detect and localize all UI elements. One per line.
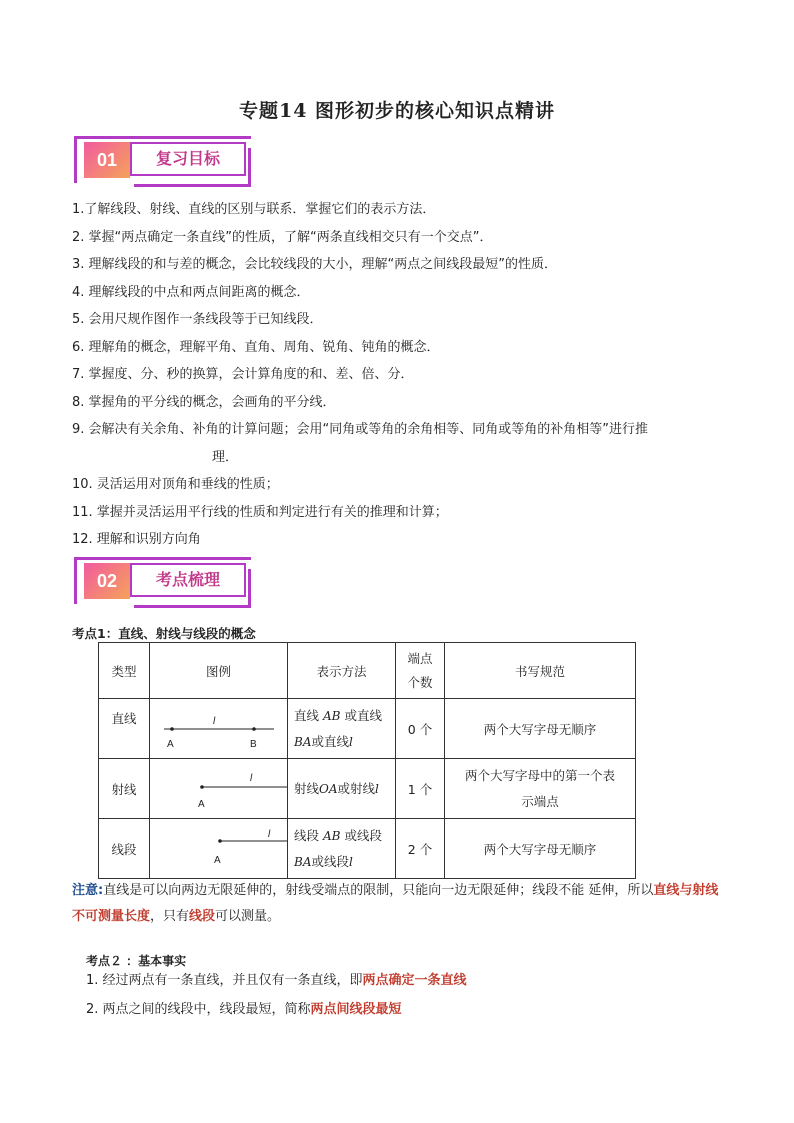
fact-item bbox=[86, 970, 467, 999]
label-a: A bbox=[167, 739, 174, 750]
cell-type: 直线 bbox=[99, 699, 150, 759]
cell-count: 1 个 bbox=[396, 759, 445, 819]
notation-letters: AB bbox=[322, 708, 341, 723]
cell-type: 线段 bbox=[99, 819, 150, 879]
note-highlight: 直线与射线不可测量长度 bbox=[72, 883, 719, 924]
cell-rule: 两个大写字母无顺序 bbox=[445, 819, 636, 879]
header-rule: 书写规范 bbox=[445, 643, 636, 699]
header-figure: 图例 bbox=[150, 643, 288, 699]
goal-item: 12. 理解和识别方向角 bbox=[72, 532, 201, 547]
note-prefix: 注意: bbox=[72, 883, 104, 898]
goal-item: 1.了解线段、射线、直线的区别与联系．掌握它们的表示方法． bbox=[72, 202, 436, 217]
fact-text: 2. 两点之间的线段中，线段最短，简称 bbox=[86, 1002, 311, 1017]
cell-rule: 两个大写字母无顺序 bbox=[445, 699, 636, 759]
cell-count: 0 个 bbox=[396, 699, 445, 759]
key-point-1-title: 考点1：直线、射线与线段的概念 bbox=[72, 626, 256, 641]
cell-type: 射线 bbox=[99, 759, 150, 819]
table-row bbox=[99, 819, 636, 879]
concept-table bbox=[98, 642, 636, 879]
goal-item: 4. 理解线段的中点和两点间距离的概念． bbox=[72, 284, 310, 300]
basic-facts-list bbox=[86, 970, 467, 1028]
note-paragraph bbox=[72, 878, 728, 930]
header-type: 类型 bbox=[99, 643, 150, 699]
section-label: 考点梳理 bbox=[130, 563, 246, 597]
header-endpoints-line1: 端点 bbox=[407, 650, 433, 666]
goal-item-continuation: 理． bbox=[212, 449, 239, 465]
notation-letters: l bbox=[349, 734, 353, 749]
goal-item: 9. 会解决有关余角、补角的计算问题；会用“同角或等角的余角相等、同角或等角的补角相等”进行推 bbox=[72, 422, 649, 437]
section-header-key-points bbox=[72, 555, 252, 615]
label-a: A bbox=[198, 799, 205, 810]
goal-item: 8. 掌握角的平分线的概念，会画角的平分线． bbox=[72, 394, 336, 410]
cell-figure bbox=[150, 759, 288, 819]
table-header-row bbox=[99, 643, 636, 699]
label-l: l bbox=[250, 773, 253, 784]
notation-text: 线段 bbox=[294, 827, 323, 843]
cell-figure bbox=[150, 699, 288, 759]
notation-text: 射线 bbox=[294, 780, 320, 796]
notation-text: 或线段 bbox=[311, 853, 349, 869]
notation-text: 或射线 bbox=[337, 780, 376, 796]
key-point-2-title: 考点２ ：基本事实 bbox=[86, 954, 187, 968]
note-highlight: 线段 bbox=[189, 909, 216, 924]
note-text: 可以测量。 bbox=[215, 909, 281, 924]
fact-item bbox=[86, 999, 467, 1028]
fact-highlight: 两点确定一条直线 bbox=[362, 973, 467, 988]
goal-item: 7. 掌握度、分、秒的换算，会计算角度的和、差、倍、分． bbox=[72, 367, 414, 382]
notation-text: 或直线 bbox=[311, 733, 349, 749]
section-number-badge: 01 bbox=[84, 142, 130, 178]
rule-line2: 示端点 bbox=[521, 793, 559, 809]
point-a bbox=[200, 785, 204, 789]
line-diagram bbox=[150, 699, 287, 755]
section-label: 复习目标 bbox=[130, 142, 246, 176]
header-endpoints bbox=[396, 643, 445, 699]
goal-item: 3. 理解线段的和与差的概念，会比较线段的大小，理解“两点之间线段最短”的性质． bbox=[72, 257, 558, 272]
notation-letters: BA bbox=[294, 854, 312, 869]
goal-item: 6. 理解角的概念，理解平角、直角、周角、锐角、钝角的概念． bbox=[72, 339, 440, 355]
goal-item: 2. 掌握“两点确定一条直线”的性质，了解“两条直线相交只有一个交点”． bbox=[72, 229, 493, 245]
label-l: l bbox=[268, 829, 271, 840]
point-a bbox=[218, 839, 222, 843]
goal-item: 5. 会用尺规作图作一条线段等于已知线段． bbox=[72, 312, 323, 327]
label-a: A bbox=[214, 855, 221, 866]
cell-count: 2 个 bbox=[396, 819, 445, 879]
goal-item: 10. 灵活运用对顶角和垂线的性质； bbox=[72, 477, 279, 492]
cell-rule bbox=[445, 759, 636, 819]
notation-letters: l bbox=[349, 854, 353, 869]
table-row bbox=[99, 759, 636, 819]
section-number-badge: 02 bbox=[84, 563, 130, 599]
section-header-review-goals bbox=[72, 134, 252, 194]
label-l: l bbox=[213, 716, 216, 727]
fact-text: 1. 经过两点有一条直线，并且仅有一条直线，即 bbox=[86, 973, 363, 988]
note-text: 直线是可以向两边无限延伸的，射线受端点的限制，只能向一边无限延伸；线段不能 延伸，所以 bbox=[103, 883, 654, 898]
notation-text: 或直线 bbox=[340, 707, 382, 723]
notation-letters: OA bbox=[319, 781, 338, 796]
cell-notation bbox=[288, 759, 396, 819]
page-title: 专题14 图形初步的核心知识点精讲 bbox=[238, 100, 556, 122]
point-b bbox=[252, 727, 256, 731]
segment-diagram bbox=[150, 819, 287, 875]
label-b: B bbox=[250, 739, 257, 750]
notation-text: 或线段 bbox=[340, 827, 382, 843]
cell-figure bbox=[150, 819, 288, 879]
header-endpoints-line2: 个数 bbox=[407, 674, 433, 690]
fact-highlight: 两点间线段最短 bbox=[310, 1002, 402, 1017]
cell-notation bbox=[288, 819, 396, 879]
ray-diagram bbox=[150, 759, 287, 815]
review-goals-list bbox=[72, 196, 732, 554]
notation-letters: BA bbox=[294, 734, 312, 749]
notation-text: 直线 bbox=[294, 707, 323, 723]
rule-line1: 两个大写字母中的第一个表 bbox=[464, 767, 615, 783]
point-a bbox=[170, 727, 174, 731]
goal-item: 11. 掌握并灵活运用平行线的性质和判定进行有关的推理和计算； bbox=[72, 504, 448, 520]
notation-letters: AB bbox=[322, 828, 341, 843]
note-text: ，只有 bbox=[150, 909, 190, 924]
table-row bbox=[99, 699, 636, 759]
cell-notation bbox=[288, 699, 396, 759]
header-notation: 表示方法 bbox=[288, 643, 396, 699]
notation-letters: l bbox=[375, 781, 379, 796]
